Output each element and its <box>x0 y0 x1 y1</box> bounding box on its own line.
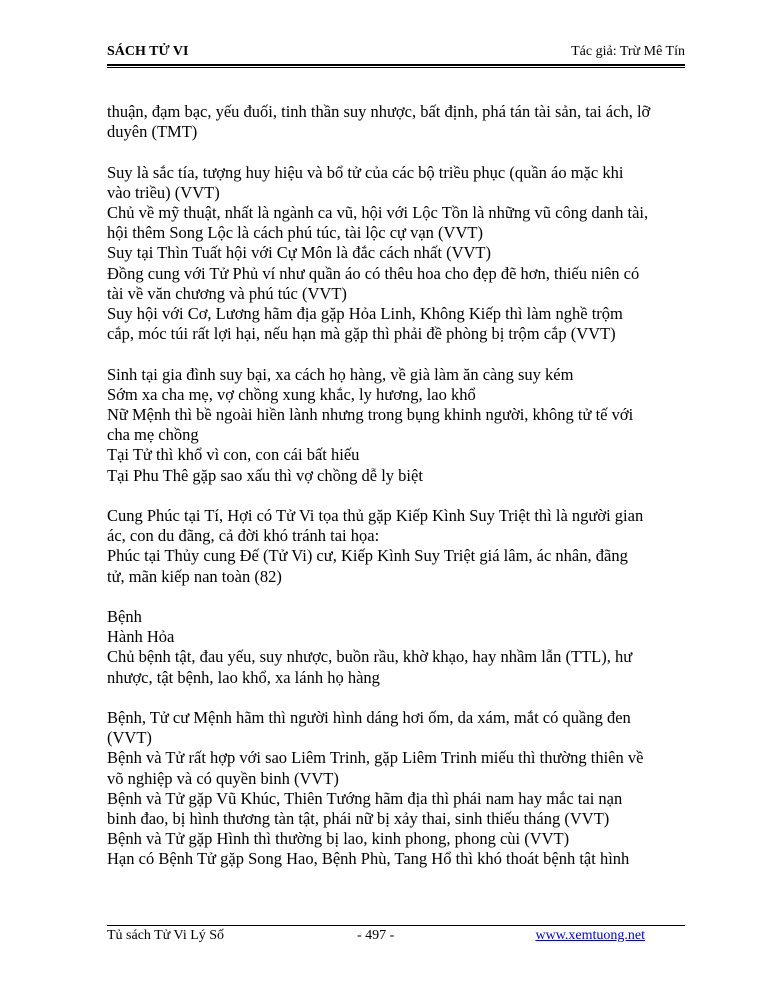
paragraph <box>107 506 687 587</box>
website-link[interactable]: www.xemtuong.net <box>535 928 645 943</box>
text-line: Sớm xa cha mẹ, vợ chồng xung khắc, ly hương, lao khổ <box>107 384 476 404</box>
text-line: võ nghiệp và có quyền binh (VVT) <box>107 768 339 788</box>
text-line: duyên (TMT) <box>107 122 198 142</box>
text-line: hội thêm Song Lộc là cách phú túc, tài lộc cự vạn (VVT) <box>107 223 483 243</box>
text-line: Bệnh và Tử rất hợp với sao Liêm Trinh, gặp Liêm Trinh miếu thì thường thiên về <box>107 748 644 768</box>
paragraph <box>107 163 687 345</box>
text-line: vào triều) (VVT) <box>107 182 220 202</box>
paragraph <box>107 607 687 688</box>
text-line: Nữ Mệnh thì bề ngoài hiền lành nhưng trong bụng khinh người, không tử tế với <box>107 405 634 425</box>
text-line: Suy tại Thìn Tuất hội với Cự Môn là đắc cách nhất (VVT) <box>107 243 491 263</box>
text-line: ác, con du đãng, cả đời khó tránh tai họa: <box>107 526 380 546</box>
series-name: Tủ sách Tử Vi Lý Số <box>107 928 225 943</box>
text-line: Bệnh và Tử gặp Hình thì thường bị lao, kinh phong, phong cùi (VVT) <box>107 829 570 849</box>
text-line: cắp, móc túi rất lợi hại, nếu hạn mà gặp thì phải đề phòng bị trộm cắp (VVT) <box>107 324 616 344</box>
text-line: Chủ bệnh tật, đau yếu, suy nhược, buồn rầu, khờ khạo, hay nhầm lẫn (TTL), hư <box>107 647 633 667</box>
text-line: Cung Phúc tại Tí, Hợi có Tử Vi tọa thủ gặp Kiếp Kình Suy Triệt thì là người gian <box>107 506 644 526</box>
text-line: Suy là sắc tía, tượng huy hiệu và bổ tử của các bộ triều phục (quần áo mặc khi <box>107 162 624 182</box>
page-footer <box>107 928 685 946</box>
author-credit: Tác giả: Trừ Mê Tín <box>571 44 685 59</box>
text-line: Bệnh và Tử gặp Vũ Khúc, Thiên Tướng hãm địa thì phái nam hay mắc tai nạn <box>107 788 623 808</box>
page-header <box>107 44 685 64</box>
text-line: Hạn có Bệnh Tử gặp Song Hao, Bệnh Phù, Tang Hổ thì khó thoát bệnh tật hình <box>107 849 630 869</box>
paragraph <box>107 102 687 142</box>
text-line: binh đao, bị hình thương tàn tật, phái nữ bị xảy thai, sinh thiếu tháng (VVT) <box>107 809 610 829</box>
text-line: Suy hội với Cơ, Lương hãm địa gặp Hỏa Linh, Không Kiếp thì làm nghề trộm <box>107 304 623 324</box>
text-line: thuận, đạm bạc, yếu đuối, tinh thần suy nhược, bất định, phá tán tài sản, tai ách, lỡ <box>107 102 651 121</box>
page-number: - 497 - <box>357 928 395 943</box>
text-line: Chủ về mỹ thuật, nhất là ngành ca vũ, hội với Lộc Tồn là những vũ công danh tài, <box>107 203 649 222</box>
footer-divider <box>107 925 685 926</box>
paragraph <box>107 365 687 486</box>
text-line: Sinh tại gia đình suy bại, xa cách họ hàng, về già làm ăn càng suy kém <box>107 364 574 384</box>
text-line: Bệnh <box>107 607 142 627</box>
text-line: Hành Hỏa <box>107 627 175 647</box>
text-line: Tại Tử thì khổ vì con, con cái bất hiếu <box>107 445 360 465</box>
text-line: Phúc tại Thủy cung Đế (Tử Vi) cư, Kiếp Kình Suy Triệt giá lâm, ác nhân, đãng <box>107 546 628 566</box>
text-line: cha mẹ chồng <box>107 425 199 445</box>
text-line: Đồng cung với Tử Phủ ví như quần áo có thêu hoa cho đẹp đẽ hơn, thiếu niên có <box>107 263 640 283</box>
text-line: tử, mãn kiếp nan toàn (82) <box>107 566 282 586</box>
text-line: tài về văn chương và phú túc (VVT) <box>107 283 347 303</box>
book-title: SÁCH TỬ VI <box>107 44 189 59</box>
text-line: Bệnh, Tử cư Mệnh hãm thì người hình dáng hơi ốm, da xám, mắt có quầng đen <box>107 708 631 728</box>
text-line: (VVT) <box>107 728 152 748</box>
paragraph <box>107 708 687 870</box>
header-divider <box>107 64 685 68</box>
text-line: Tại Phu Thê gặp sao xấu thì vợ chồng dễ ly biệt <box>107 465 423 485</box>
document-body <box>107 102 687 870</box>
text-line: nhược, tật bệnh, lao khổ, xa lánh họ hàng <box>107 667 380 687</box>
